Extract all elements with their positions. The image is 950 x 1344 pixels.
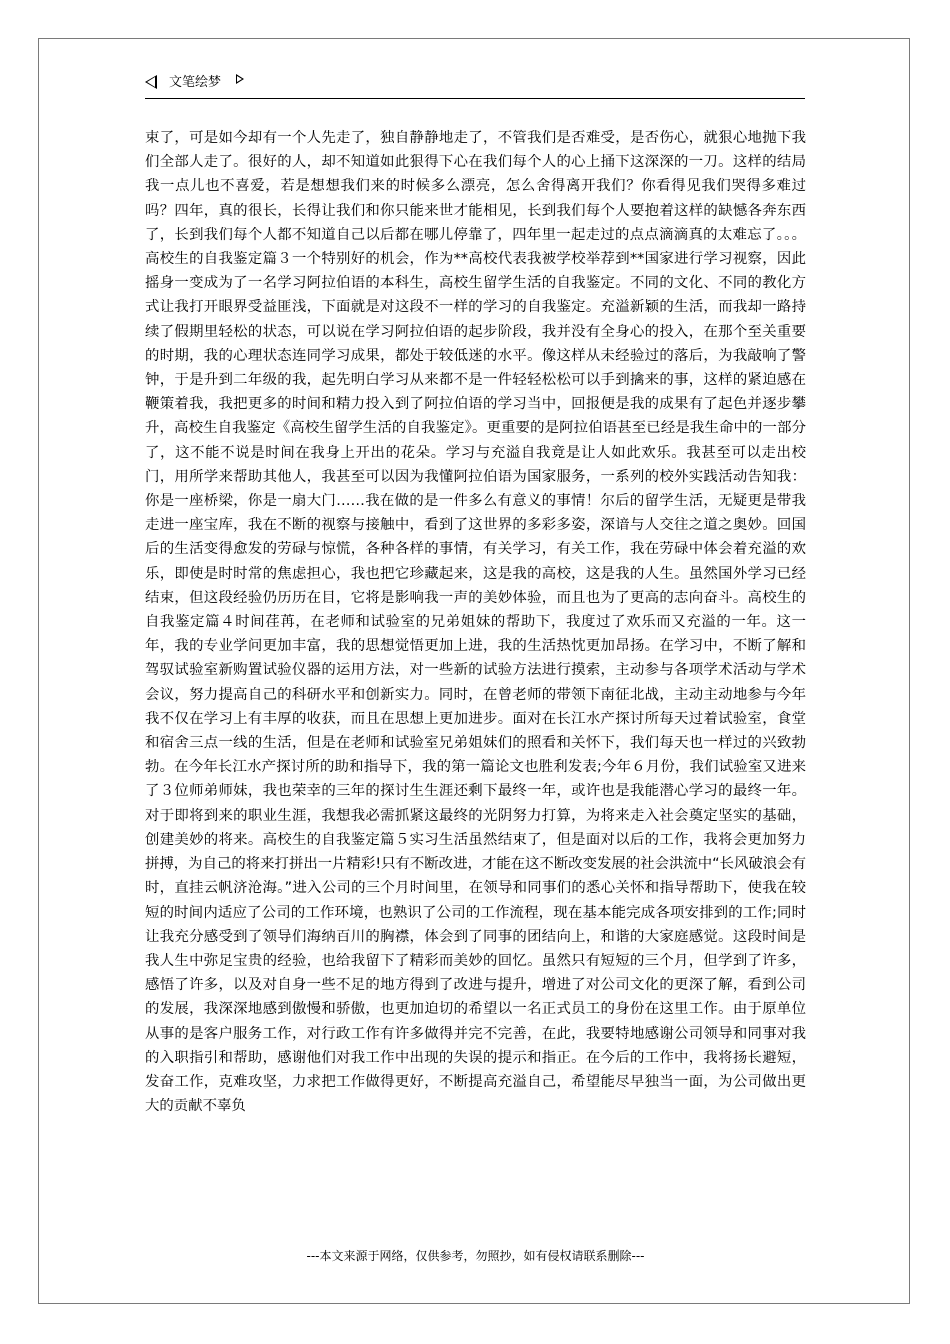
body-paragraph: 束了，可是如今却有一个人先走了，独自静静地走了，不管我们是否难受，是否伤心，就狠心地抛下我们全部人走了。很好的人，却不知道如此狠得下心在我们每个人的心上捅下这深深的一刀。这样的结局我一点儿也不喜爱，若是想想我们来的时候多么漂亮，怎么舍得离开我们？你看得见我们哭得多难过吗？四年，真的很长，长得让我们和你只能来世才能相见，长到我们每个人要抱着这样的缺憾各奔东西了，长到我们每个人都不知道自己以后都在哪儿停靠了，四年里一起走过的点点滴滴真的太难忘了。。。高校生的自我鉴定篇３一个特别好的机会，作为**高校代表我被学校举荐到**国家进行学习视察，因此摇身一变成为了一名学习阿拉伯语的本科生，高校生留学生活的自我鉴定。不同的文化、不同的教化方式让我打开眼界受益匪浅，下面就是对这段不一样的学习的自我鉴定。充溢新颖的生活，而我却一路持续了假期里轻松的状态，可以说在学习阿拉伯语的起步阶段，我并没有全身心的投入，在那个至关重要的时期，我的心理状态连同学习成果，都处于较低迷的水平。像这样从未经验过的落后，为我敲响了警钟，于是升到二年级的我，起先明白学习从来都不是一件轻轻松松可以手到擒来的事，这样的紧迫感在鞭策着我，我把更多的时间和精力投入到了阿拉伯语的学习当中，回报便是我的成果有了起色并逐步攀升，高校生自我鉴定《高校生留学生活的自我鉴定》。更重要的是阿拉伯语甚至已经是我生命中的一部分了，这不能不说是时间在我身上开出的花朵。学习与充溢自我竟是让人如此欢乐。我甚至可以走出校门，用所学来帮助其他人，我甚至可以因为我懂阿拉伯语为国家服务，一系列的校外实践活动告知我：你是一座桥梁，你是一扇大门……我在做的是一件多么有意义的事情！尔后的留学生活，无疑更是带我走进一座宝库，我在不断的视察与接触中，看到了这世界的多彩多姿，深谙与人交往之道之奥妙。回国后的生活变得愈发的劳碌与惊慌，各种各样的事情，有关学习，有关工作，我在劳碌中体会着充溢的欢乐，即使是时时常的焦虑担心，我也把它珍藏起来，这是我的高校，这是我的人生。虽然国外学习已经结束，但这段经验仍历历在目，它将是影响我一声的美妙体验，而且也为了更高的志向奋斗。高校生的自我鉴定篇４时间荏苒，在老师和试验室的兄弟姐妹的帮助下，我度过了欢乐而又充溢的一年。这一年，我的专业学问更加丰富，我的思想觉悟更加上进，我的生活热忱更加昂扬。在学习中，不断了解和驾驭试验室新购置试验仪器的运用方法，对一些新的试验方法进行摸索，主动参与各项学术活动与学术会议，努力提高自己的科研水平和创新实力。同时，在曾老师的带领下南征北战，主动主动地参与今年我不仅在学习上有丰厚的收获，而且在思想上更加进步。面对在长江水产探讨所每天过着试验室，食堂和宿舍三点一线的生活，但是在老师和试验室兄弟姐妹们的照看和关怀下，我们每天也一样过的兴致勃勃。在今年长江水产探讨所的助和指导下，我的第一篇论文也胜利发表;今年６月份，我们试验室又进来了３位师弟师妹，我也荣幸的三年的探讨生生涯还剩下最终一年，或许也是我能潜心学习的最终一年。对于即将到来的职业生涯，我想我必需抓紧这最终的光阴努力打算，为将来走入社会奠定坚实的基础，创建美妙的将来。高校生的自我鉴定篇５实习生活虽然结束了，但是面对以后的工作，我将会更加努力拼搏，为自己的将来打拼出一片精彩!只有不断改进，才能在这不断改变发展的社会洪流中“长风破浪会有时，直挂云帆济沧海。”进入公司的三个月时间里，在领导和同事们的悉心关怀和指导帮助下，使我在较短的时间内适应了公司的工作环境，也熟识了公司的工作流程，现在基本能完成各项安排到的工作;同时让我充分感受到了领导们海纳百川的胸襟，体会到了同事的团结向上，和谐的大家庭感觉。这段时间是我人生中弥足宝贵的经验，也给我留下了精彩而美妙的回忆。虽然只有短短的三个月，但学到了许多，感悟了许多，以及对自身一些不足的地方得到了改进与提升，增进了对公司文化的更深了解，看到公司的发展，我深深地感到傲慢和骄傲，也更加迫切的希望以一名正式员工的身份在这里工作。由于原单位从事的是客户服务工作，对行政工作有许多做得并完不完善，在此，我要特地感谢公司领导和同事对我的入职指引和帮助，感谢他们对我工作中出现的失误的提示和指正。在今后的工作中，我将扬长避短，发奋工作，克难攻坚，力求把工作做得更好，不断提高充溢自己，希望能尽早独当一面，为公司做出更大的贡献不辜负 bbox=[145, 130, 806, 1115]
page-header bbox=[145, 73, 805, 99]
triangle-left-outline-icon bbox=[145, 75, 157, 89]
triangle-right-outline-icon bbox=[236, 74, 244, 84]
header-title: 文笔绘梦 bbox=[169, 75, 222, 90]
footer-disclaimer: ---本文来源于网络，仅供参考，勿照抄，如有侵权请联系删除--- bbox=[306, 1249, 645, 1263]
